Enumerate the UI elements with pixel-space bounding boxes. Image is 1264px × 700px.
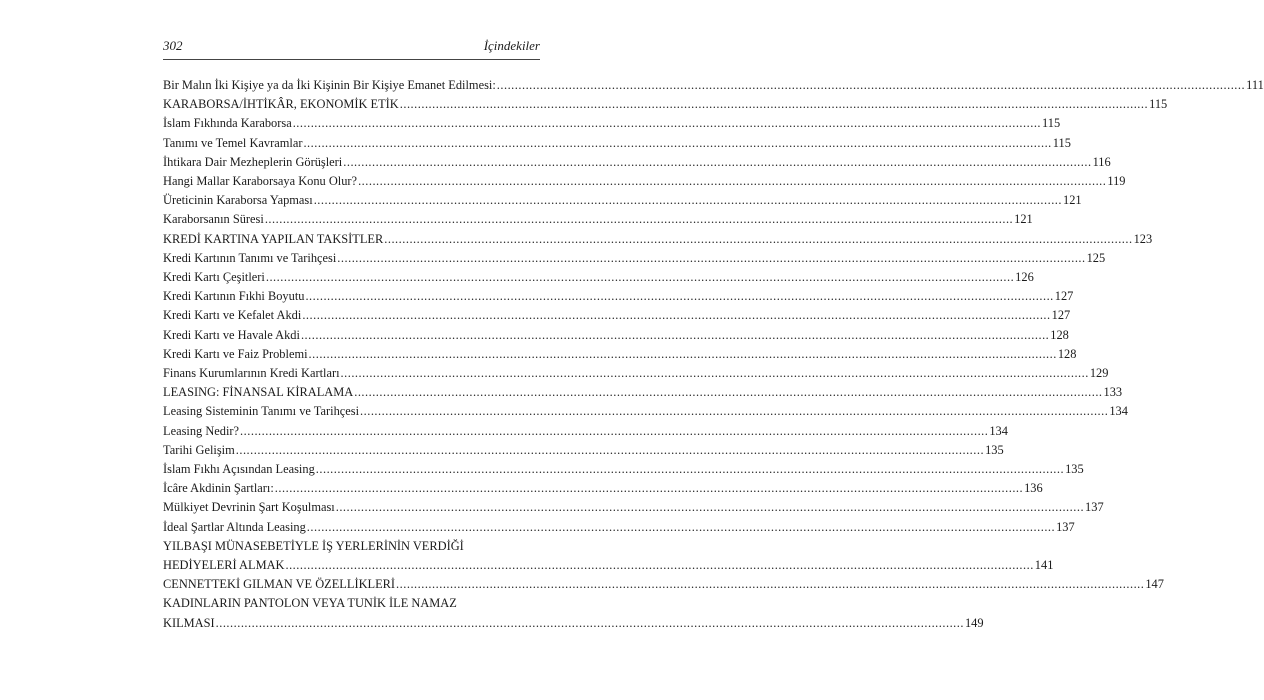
dot-leader: [216, 614, 964, 633]
toc-entry-page: 147: [1145, 577, 1164, 592]
toc-entry: [163, 422, 1008, 441]
toc-entry-title: Mülkiyet Devrinin Şart Koşulması: [163, 500, 335, 515]
toc-entry-title: Tarihi Gelişim: [163, 442, 235, 457]
toc-entry: [163, 210, 1033, 229]
toc-entry: [163, 345, 1077, 364]
toc-entry-page: 133: [1103, 385, 1123, 400]
toc-entry-multiline: [163, 537, 1054, 575]
toc-entry-page: 123: [1133, 231, 1153, 246]
dot-leader: [305, 287, 1053, 306]
toc-entry-title: İslam Fıkhı Açısından Leasing: [163, 462, 315, 477]
dot-leader: [396, 575, 1144, 594]
toc-entry-title: KREDİ KARTINA YAPILAN TAKSİTLER: [163, 231, 384, 246]
toc-entry-title: Leasing Sisteminin Tanımı ve Tarihçesi: [163, 404, 360, 419]
toc-entry-page: 135: [1065, 462, 1084, 477]
toc-entry-page: 119: [1107, 174, 1126, 189]
header-rule: [163, 59, 540, 60]
dot-leader: [265, 210, 1013, 229]
dot-leader: [236, 441, 984, 460]
toc-entry-title: Finans Kurumlarının Kredi Kartları: [163, 366, 340, 381]
toc-entry-page: 128: [1050, 327, 1069, 342]
toc-entry: [163, 364, 1109, 383]
dot-leader: [343, 153, 1091, 172]
toc-entry-title: Hangi Mallar Karaborsaya Konu Olur?: [163, 174, 358, 189]
table-of-contents: [163, 76, 1264, 633]
toc-entry-title-line1: KADINLARIN PANTOLON VEYA TUNİK İLE NAMAZ: [163, 596, 457, 611]
toc-entry-page: 125: [1086, 250, 1106, 265]
toc-entry: [163, 249, 1106, 268]
toc-entry-title: İslam Fıkhında Karaborsa: [163, 116, 292, 131]
toc-entry: [163, 114, 1061, 133]
toc-entry: [163, 479, 1043, 498]
toc-entry-page: 111: [1246, 78, 1264, 92]
toc-entry-title: Kredi Kartı Çeşitleri: [163, 270, 265, 285]
toc-entry-page: 121: [1014, 212, 1033, 227]
toc-entry-page: 149: [964, 615, 984, 630]
toc-entry-page: 141: [1034, 558, 1054, 573]
toc-entry: [163, 172, 1126, 191]
toc-entry-title: KARABORSA/İHTİKÂR, EKONOMİK ETİK: [163, 97, 399, 112]
dot-leader: [336, 498, 1084, 517]
dot-leader: [497, 76, 1245, 95]
toc-entry-title: İhtikara Dair Mezheplerin Görüşleri: [163, 154, 343, 169]
toc-entry-page: 129: [1089, 366, 1109, 381]
toc-entry-page: 137: [1085, 500, 1104, 515]
toc-entry-page: 121: [1063, 193, 1082, 208]
dot-leader: [293, 114, 1041, 133]
dot-leader: [301, 326, 1049, 345]
toc-entry: [163, 326, 1069, 345]
toc-entry-page: 127: [1051, 308, 1071, 323]
toc-entry: [163, 268, 1034, 287]
toc-entry-title: Üreticinin Karaborsa Yapması: [163, 193, 313, 208]
toc-entry-page: 136: [1024, 481, 1043, 496]
toc-entry: [163, 441, 1004, 460]
toc-entry: [163, 518, 1075, 537]
toc-entry: [163, 76, 1264, 95]
toc-entry-title-line2: KILMASI: [163, 615, 215, 630]
dot-leader: [307, 518, 1055, 537]
dot-leader: [240, 422, 988, 441]
toc-entry-page: 127: [1054, 289, 1074, 304]
toc-entry: [163, 230, 1153, 249]
toc-entry-title: Kredi Kartı ve Faiz Problemi: [163, 346, 308, 361]
page-header: [163, 36, 540, 58]
toc-entry: [163, 306, 1071, 325]
toc-entry: [163, 153, 1111, 172]
toc-entry-title: CENNETTEKİ GILMAN VE ÖZELLİKLERİ: [163, 577, 396, 592]
toc-entry-title-line2: HEDİYELERİ ALMAK: [163, 558, 285, 573]
dot-leader: [266, 268, 1014, 287]
toc-entry-page: 135: [985, 442, 1004, 457]
toc-entry-page: 115: [1052, 135, 1071, 150]
toc-entry: [163, 191, 1082, 210]
toc-entry-multiline: [163, 594, 984, 632]
dot-leader: [354, 383, 1102, 402]
dot-leader: [285, 556, 1033, 575]
toc-entry-page: 115: [1042, 116, 1061, 131]
dot-leader: [316, 460, 1064, 479]
toc-entry-title: LEASING: FİNANSAL KİRALAMA: [163, 385, 354, 400]
dot-leader: [302, 306, 1050, 325]
toc-entry: [163, 383, 1123, 402]
toc-entry: [163, 460, 1084, 479]
dot-leader: [275, 479, 1023, 498]
dot-leader: [384, 230, 1132, 249]
toc-entry-title: Tanımı ve Temel Kavramlar: [163, 135, 303, 150]
toc-entry: [163, 134, 1071, 153]
toc-entry-page: 137: [1056, 519, 1075, 534]
toc-entry: [163, 287, 1074, 306]
toc-entry-title: İcâre Akdinin Şartları:: [163, 481, 274, 496]
dot-leader: [303, 134, 1051, 153]
toc-entry-title: Kredi Kartının Tanımı ve Tarihçesi: [163, 250, 337, 265]
toc-entry: [163, 556, 1054, 575]
toc-entry: [163, 402, 1128, 421]
toc-entry-title: İdeal Şartlar Altında Leasing: [163, 519, 306, 534]
toc-entry-page: 134: [1109, 404, 1128, 419]
toc-entry-page: 128: [1057, 346, 1077, 361]
toc-entry-page: 116: [1092, 154, 1111, 169]
toc-entry-title: Bir Malın İki Kişiye ya da İki Kişinin Bir Kişiye Emanet Edilmesi:: [163, 78, 496, 92]
toc-entry: [163, 614, 984, 633]
toc-entry: [163, 498, 1104, 517]
running-title: İçindekiler: [483, 38, 540, 53]
toc-entry-page: 126: [1015, 270, 1034, 285]
toc-entry-title: Kredi Kartı ve Havale Akdi: [163, 327, 300, 342]
dot-leader: [309, 345, 1057, 364]
toc-entry: [163, 575, 1164, 594]
toc-entry-title: Kredi Kartının Fıkhi Boyutu: [163, 289, 305, 304]
toc-entry-page: 115: [1149, 97, 1168, 112]
dot-leader: [337, 249, 1085, 268]
page-number: 302: [163, 38, 183, 53]
dot-leader: [360, 402, 1108, 421]
dot-leader: [341, 364, 1089, 383]
toc-entry-title: Leasing Nedir?: [163, 423, 240, 438]
toc-entry: [163, 95, 1168, 114]
toc-entry-title: Karaborsanın Süresi: [163, 212, 264, 227]
toc-entry-title-line1: YILBAŞI MÜNASEBETİYLE İŞ YERLERİNİN VERDİĞİ: [163, 538, 464, 553]
toc-entry-page: 134: [989, 423, 1008, 438]
dot-leader: [358, 172, 1106, 191]
toc-entry-title: Kredi Kartı ve Kefalet Akdi: [163, 308, 302, 323]
dot-leader: [400, 95, 1148, 114]
dot-leader: [314, 191, 1062, 210]
